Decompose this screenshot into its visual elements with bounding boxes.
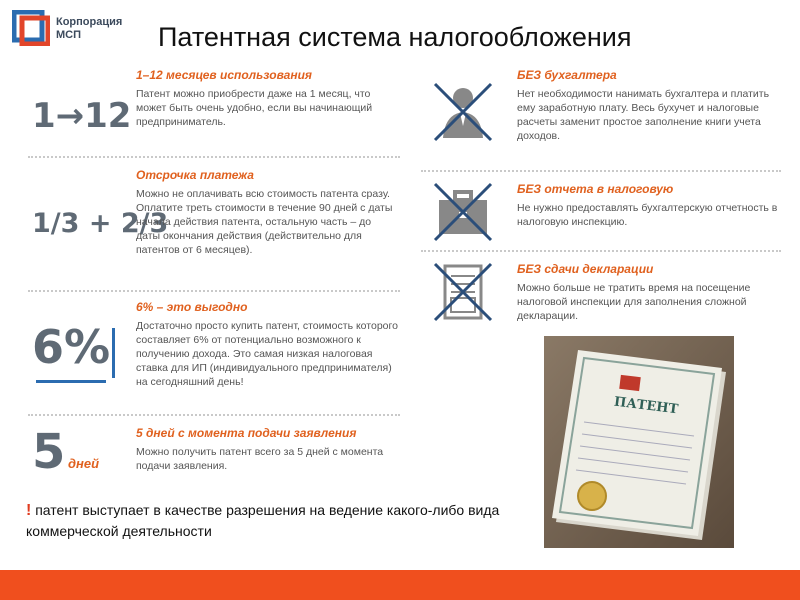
benefits-left-column — [28, 62, 400, 486]
benefit-item — [421, 62, 781, 172]
benefit-text-block — [136, 300, 398, 389]
benefits-right-column — [421, 62, 781, 336]
benefit-text-block — [136, 168, 398, 257]
crossed-accountant-icon — [431, 80, 495, 144]
patent-photo — [544, 336, 734, 548]
benefit-item — [421, 172, 781, 252]
corporation-logo-icon — [12, 10, 50, 46]
benefit-item — [28, 62, 400, 158]
benefit-text-block — [517, 68, 779, 143]
page-title: Патентная система налогообложения — [158, 22, 632, 52]
logo-text — [56, 16, 122, 42]
benefit-text-block — [517, 262, 779, 323]
benefit-heading: 1–12 месяцев использования — [136, 68, 312, 82]
benefit-text-block — [136, 426, 398, 473]
big-number: 1/3 + 2/3 — [32, 208, 169, 239]
benefit-heading: Отсрочка платежа — [136, 168, 254, 182]
bar-decoration — [112, 328, 115, 378]
big-number: 1→12 — [32, 96, 132, 136]
big-number: 5 — [32, 424, 66, 480]
benefit-text-block — [136, 68, 398, 129]
benefit-description: Можно не оплачивать всю стоимость патента сразу. Оплатите треть стоимости в течение 90 дней с даты начала действия патента, остальную часть – до даты окончания действия (действительно для патентов от 6 месяцев). — [136, 188, 393, 256]
benefit-item — [28, 158, 400, 292]
benefit-item — [421, 252, 781, 336]
exclamation-mark: ! — [26, 502, 32, 519]
benefit-description: Не нужно предоставлять бухгалтерскую отчетность в налоговую инспекцию. — [517, 202, 778, 228]
crossed-briefcase-icon — [431, 180, 495, 244]
note-text: патент выступает в качестве разрешения на ведение какого-либо вида коммерческой деятельности — [26, 502, 500, 539]
benefit-description: Нет необходимости нанимать бухгалтера и платить ему заработную плату. Весь бухучет и налоговые расчеты заменит простое заполнение книги учета доходов. — [517, 88, 770, 142]
big-number-unit: дней — [68, 456, 100, 471]
patent-photo-title: ПАТЕНТ — [613, 394, 679, 418]
underline-decoration — [36, 380, 106, 383]
big-number: 6% — [32, 320, 111, 374]
logo-line-1: Корпорация — [56, 16, 123, 28]
benefit-heading: 5 дней с момента подачи заявления — [136, 426, 357, 440]
logo-line-2: МСП — [56, 29, 82, 41]
benefit-description: Можно получить патент всего за 5 дней с момента подачи заявления. — [136, 446, 384, 472]
benefit-description: Патент можно приобрести даже на 1 месяц, что может быть очень удобно, если вы начинающий предприниматель. — [136, 88, 373, 128]
benefit-text-block — [517, 182, 779, 229]
benefit-heading: БЕЗ сдачи декларации — [517, 262, 654, 276]
patent-note — [26, 500, 506, 541]
footer-bar — [0, 570, 800, 600]
benefit-heading: БЕЗ отчета в налоговую — [517, 182, 674, 196]
benefit-description: Достаточно просто купить патент, стоимость которого составляет 6% от потенциально возможного к получению дохода. Это самая низкая налоговая ставка для ИП (индивидуального предпринимателя) на сегодняшний день! — [136, 320, 398, 388]
benefit-heading: 6% – это выгодно — [136, 300, 248, 314]
crossed-document-icon — [431, 260, 495, 324]
benefit-description: Можно больше не тратить время на посещение налоговой инспекции для заполнения сложной декларации. — [517, 282, 751, 322]
benefit-heading: БЕЗ бухгалтера — [517, 68, 617, 82]
benefit-item — [28, 292, 400, 416]
benefit-item — [28, 416, 400, 486]
logo — [12, 10, 152, 50]
patent-document-image — [544, 336, 734, 548]
